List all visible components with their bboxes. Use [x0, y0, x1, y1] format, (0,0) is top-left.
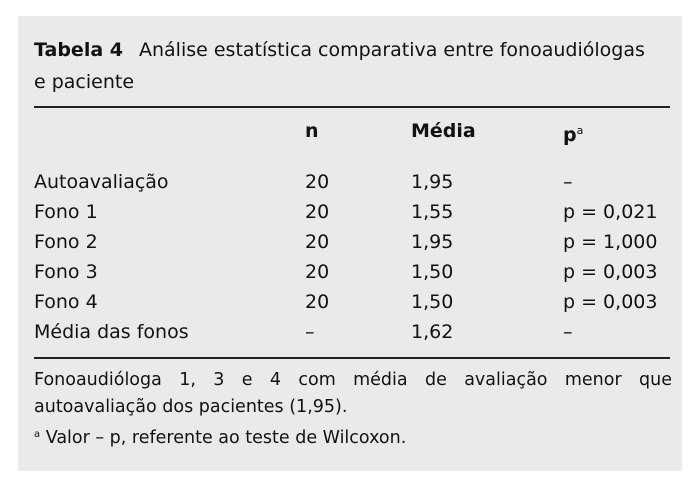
row-name: Fono 3 [34, 261, 98, 283]
table-title: Análise estatística comparativa entre fonoaudiólogas e paciente [34, 39, 645, 93]
row-p: – [563, 321, 573, 343]
footnote-wilcoxon [34, 421, 672, 452]
row-p: – [563, 171, 573, 193]
row-media: 1,50 [411, 261, 454, 283]
footnote-text: Valor – p, referente ao teste de Wilcoxon. [40, 428, 407, 448]
row-p: p = 0,021 [563, 201, 658, 223]
row-p: p = 0,003 [563, 261, 658, 283]
row-name: Média das fonos [34, 321, 189, 343]
bottom-rule [34, 357, 670, 359]
row-media: 1,62 [411, 321, 454, 343]
row-n: 20 [305, 261, 330, 283]
header-p [563, 116, 673, 150]
row-media: 1,95 [411, 171, 454, 193]
row-n: 20 [305, 171, 330, 193]
header-p-footnote-mark: a [576, 124, 584, 137]
row-media: 1,95 [411, 231, 454, 253]
footnote-line-2: autoavaliação dos pacientes (1,95). [34, 397, 348, 417]
row-name: Autoavaliação [34, 171, 169, 193]
table-panel [18, 16, 682, 471]
row-p: p = 0,003 [563, 291, 658, 313]
table-caption [34, 34, 654, 98]
row-n: 20 [305, 201, 330, 223]
row-media: 1,50 [411, 291, 454, 313]
header-n: n [305, 120, 319, 142]
row-n: 20 [305, 231, 330, 253]
row-name: Fono 1 [34, 201, 98, 223]
footnote-line-1: Fonoaudióloga 1, 3 e 4 com média de avaliação menor que [34, 370, 672, 390]
table-label: Tabela 4 [34, 39, 123, 61]
row-name: Fono 4 [34, 291, 98, 313]
row-media: 1,55 [411, 201, 454, 223]
footnote-mark: a [34, 429, 41, 440]
row-p: p = 1,000 [563, 231, 658, 253]
header-media: Média [411, 120, 476, 142]
row-n: – [305, 321, 315, 343]
top-rule [34, 106, 670, 108]
row-n: 20 [305, 291, 330, 313]
row-name: Fono 2 [34, 231, 98, 253]
header-p-label: p [563, 124, 577, 146]
